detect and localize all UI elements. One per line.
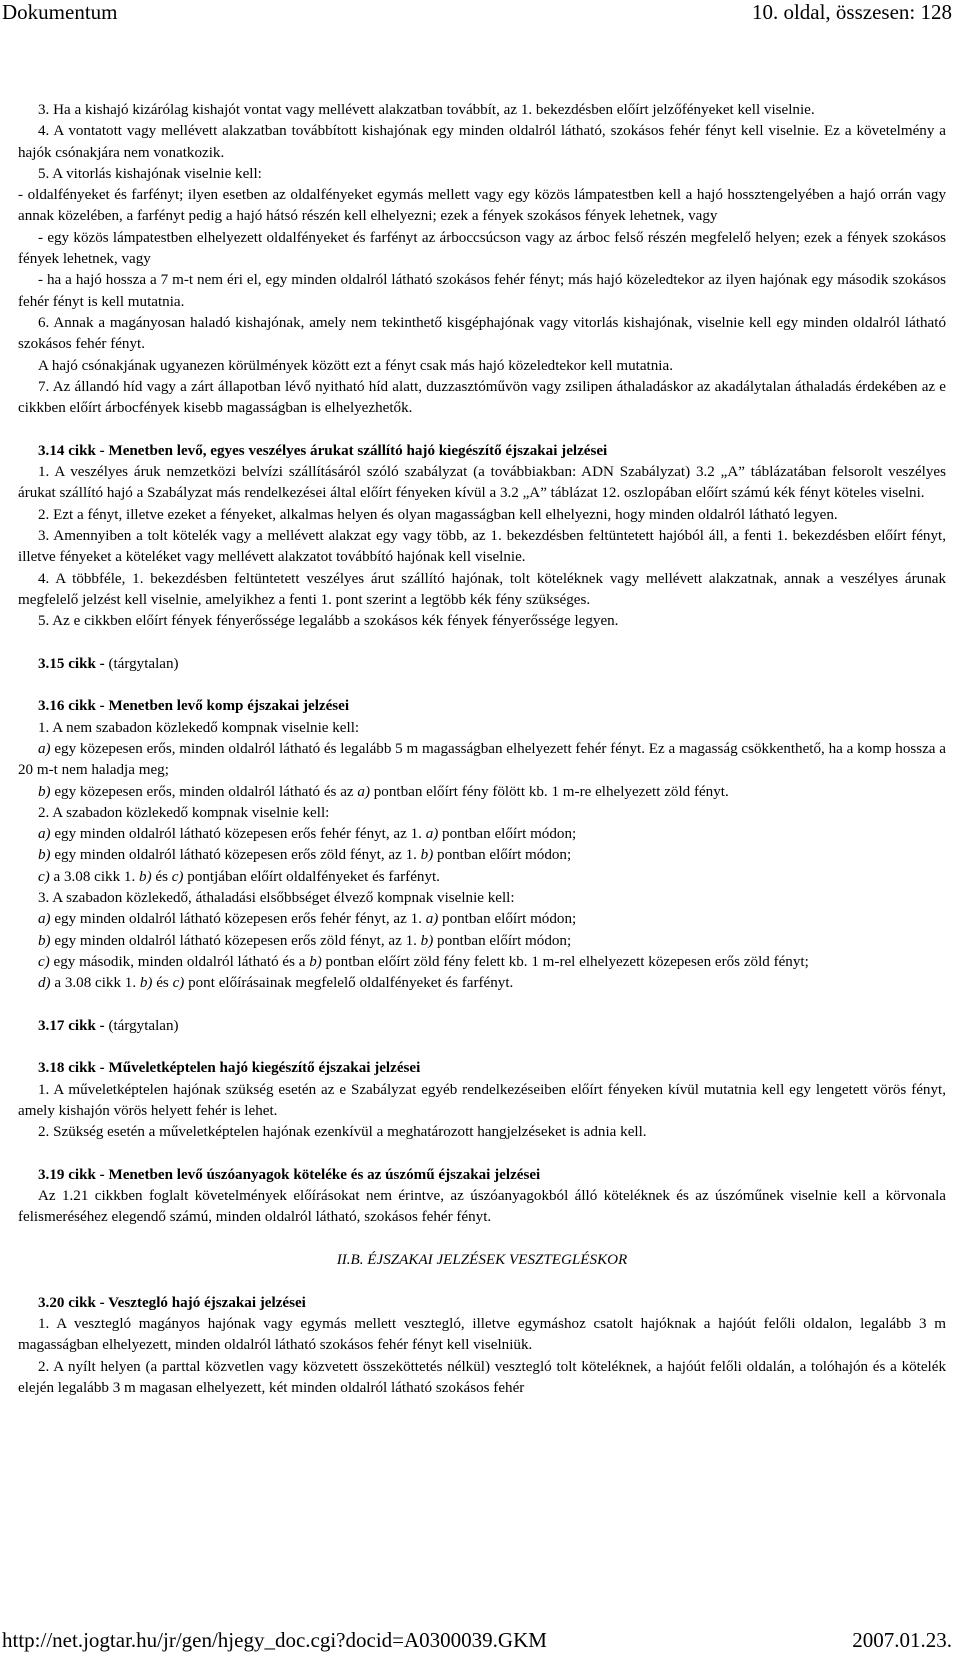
item-ref: b) [420, 932, 434, 949]
item-ref: a) [425, 911, 439, 928]
paragraph: - oldalfényeket és farfényt; ilyen esetben az oldalfényeket egymás mellett vagy egy közös lámpatestben kell a hajó hossztengelyében a hajó orrán vagy annak közelében, a farfényt pedig a hajó hátsó részén kell elhelyezni; ezek a fények szokásos fények lehetnek, vagy [18, 187, 946, 225]
list-item [18, 931, 946, 952]
item-letter: a) [38, 911, 51, 928]
section-title: II.B. ÉJSZAKAI JELZÉSEK VESZTEGLÉSKOR [336, 1252, 628, 1269]
page-header [0, 0, 960, 26]
paragraph: 1. A vesztegló magányos hajónak vagy egymás mellett vesztegló, illetve egymáshoz csatolt hajóknak a hajóút felőli oldalon, legalább 3 m magasságban elhelyezett, minden oldalról látható szokásos fehér fényt kell viselniük. [18, 1315, 946, 1354]
header-document-label: Dokumentum [2, 0, 118, 24]
item-letter: b) [38, 932, 51, 949]
item-text: pont előírásainak megfelelő oldalfényeket és farfényt. [184, 975, 514, 992]
list-item [18, 867, 946, 888]
item-letter: d) [38, 975, 51, 992]
item-text: egy minden oldalról látható közepesen erős fehér fényt, az 1. [50, 826, 426, 843]
paragraph: 5. A vitorlás kishajónak viselnie kell: [38, 165, 262, 182]
item-text: a 3.08 cikk 1. [49, 868, 140, 885]
item-text: pontban előírt módon; [438, 826, 577, 843]
item-ref: c) [171, 868, 184, 885]
paragraph: 2. A nyílt helyen (a parttal közvetlen vagy közvetett összeköttetés nélkül) vesztegló tolt köteléknek, a hajóút felőli oldalán, a tolóhajón és a kötelék elején legalább 3 m magasan elhelyezett, két minden oldalról látható szokásos fehér [18, 1358, 946, 1396]
item-text: egy minden oldalról látható közepesen erős zöld fényt, az 1. [50, 847, 421, 864]
footer-url: http://net.jogtar.hu/jr/gen/hjegy_doc.cgi?docid=A0300039.GKM [2, 1628, 547, 1652]
paragraph: 1. A veszélyes áruk nemzetközi belvízi szállításáról szóló szabályzat (a továbbiakban: ADN Szabályzat) 3.2 „A” táblázatában felsorolt veszélyes árukat szállító hajó a Szabályzat más rendelkezései által előírt fényeken kívül a 3.2 „A” táblázat 12. oszlopában előírt számú kék fényt köteles viselni. [18, 464, 946, 502]
heading-number: 3.15 cikk - [38, 655, 105, 672]
item-text: pontban előírt módon; [433, 932, 572, 949]
list-item [18, 824, 946, 845]
item-text: pontban előírt fény fölött kb. 1 m-re elhelyezett zöld fényt. [369, 783, 729, 800]
article-heading: 3.14 cikk - Menetben levő, egyes veszélyes árukat szállító hajó kiegészítő éjszakai jelzései [38, 442, 608, 459]
item-letter: b) [38, 783, 51, 800]
paragraph: - ha a hajó hossza a 7 m-t nem éri el, egy minden oldalról látható szokásos fehér fényt; más hajó közeledtekor az ilyen hajónak egy második szokásos fehér fényt is kell mutatnia. [18, 272, 946, 310]
paragraph: - egy közös lámpatestben elhelyezett oldalfényeket és farfényt az árboccsúcson vagy az árboc felső részén megfelelő helyen; ezek a fények szokásos fények lehetnek, vagy [18, 229, 946, 268]
article-heading: 3.18 cikk - Műveletképtelen hajó kiegészítő éjszakai jelzései [38, 1060, 421, 1077]
item-text: egy minden oldalról látható közepesen erős zöld fényt, az 1. [50, 932, 421, 949]
paragraph: A hajó csónakjának ugyanezen körülmények között ezt a fényt csak más hajó közeledtekor kell mutatnia. [38, 357, 673, 374]
item-text: egy minden oldalról látható közepesen erős fehér fényt, az 1. [50, 911, 426, 928]
item-text: pontban előírt módon; [433, 847, 572, 864]
paragraph: 2. A szabadon közlekedő kompnak viselnie kell: [38, 804, 330, 821]
document-body [18, 100, 946, 1399]
paragraph: 4. A vontatott vagy mellévett alakzatban továbbított kishajónak egy minden oldalról látható, szokásos fehér fényt kell viselnie. Ez a követelmény a hajók csónakjára nem vonatkozik. [18, 123, 946, 161]
article-heading [18, 1016, 946, 1037]
heading-number: 3.17 cikk - [38, 1017, 105, 1034]
paragraph: 4. A többféle, 1. bekezdésben feltüntetett veszélyes árut szállító hajónak, tolt köteléknek vagy mellévett alakzatnak, annak a veszélyes árunak megfelelő jelzést kell viselnie, amelyikhez a fenti 1. pont szerint a legtöbb kék fény szükséges. [18, 570, 946, 608]
list-item [18, 909, 946, 930]
paragraph: 1. A nem szabadon közlekedő kompnak viselnie kell: [38, 719, 360, 736]
item-ref: b) [420, 847, 434, 864]
item-text: pontban előírt zöld fény felett kb. 1 m-rel elhelyezett közepesen erős zöld fényt; [321, 953, 809, 970]
paragraph: 1. A műveletképtelen hajónak szükség esetén az e Szabályzat egyéb rendelkezéseiben előírt fényeken kívül mutatnia kell egy lengetett vörös fényt, amely kishajón vörös helyett fehér is lehet. [18, 1081, 946, 1119]
heading-note: (tárgytalan) [104, 1017, 179, 1034]
list-item [18, 973, 946, 994]
item-ref: a) [357, 783, 370, 800]
item-letter: a) [38, 826, 51, 843]
paragraph: Az 1.21 cikkben foglalt követelmények előírásokat nem érintve, az úszóanyagokból álló köteléknek és az úszóműnek viselnie kell a körvonala felismeréséhez elegendő számú, minden oldalról látható, szokásos fehér fényt. [18, 1188, 946, 1226]
item-letter: b) [38, 847, 51, 864]
heading-note: (tárgytalan) [104, 655, 179, 672]
paragraph: 3. A szabadon közlekedő, áthaladási elsőbbséget élvező kompnak viselnie kell: [38, 889, 515, 906]
item-ref: a) [425, 826, 439, 843]
item-text: és [152, 975, 173, 992]
item-text: pontban előírt módon; [438, 911, 577, 928]
item-text: egy közepesen erős, minden oldalról látható és az [50, 783, 358, 800]
item-ref: c) [172, 975, 185, 992]
item-text: egy közepesen erős, minden oldalról látható és legalább 5 m magasságban elhelyezett fehér fényt. Ez a magasság csökkenthető, ha a komp hossza a 20 m-t nem haladja meg; [18, 740, 946, 779]
paragraph: 2. Szükség esetén a műveletképtelen hajónak ezenkívül a meghatározott hangjelzéseket is adnia kell. [38, 1124, 647, 1141]
article-heading: 3.20 cikk - Vesztegló hajó éjszakai jelzései [38, 1294, 306, 1311]
paragraph: 7. Az állandó híd vagy a zárt állapotban lévő nyitható híd alatt, duzzasztóművön vagy zsilipen áthaladáskor az akadálytalan áthaladás érdekében az e cikkben előírt árbocfények kisebb magasságban is elhelyezhetők. [18, 378, 946, 417]
list-item [18, 782, 946, 803]
article-heading: 3.16 cikk - Menetben levő komp éjszakai jelzései [38, 698, 350, 715]
item-letter: c) [38, 868, 50, 885]
header-page-count: 10. oldal, összesen: 128 [751, 0, 952, 24]
item-letter: a) [38, 740, 51, 757]
item-text: a 3.08 cikk 1. [50, 975, 140, 992]
page-footer [0, 1628, 960, 1654]
list-item [18, 845, 946, 866]
item-ref: b) [139, 975, 153, 992]
paragraph: 3. Amennyiben a tolt kötelék vagy a mellévett alakzat egy vagy több, az 1. bekezdésben feltüntetett hajóból áll, a fenti 1. bekezdésben előírt fényt, illetve fényeket a köteléket vagy mellévett alakzatot továbbító hajónak kell viselnie. [18, 527, 946, 566]
footer-date: 2007.01.23. [852, 1628, 952, 1652]
item-ref: b) [309, 953, 322, 970]
article-heading: 3.19 cikk - Menetben levő úszóanyagok köteléke és az úszómű éjszakai jelzései [38, 1166, 541, 1183]
article-heading [18, 654, 946, 675]
item-text: egy második, minden oldalról látható és a [49, 953, 310, 970]
paragraph: 6. Annak a magányosan haladó kishajónak, amely nem tekinthető kisgéphajónak vagy vitorlás kishajónak, viselnie kell egy minden oldalról látható szokásos fehér fényt. [18, 314, 946, 353]
item-letter: c) [38, 953, 50, 970]
paragraph: 3. Ha a kishajó kizárólag kishajót vontat vagy mellévett alakzatban továbbít, az 1. bekezdésben előírt jelzőfényeket kell viselnie. [38, 102, 815, 118]
item-ref: b) [139, 868, 152, 885]
list-item [18, 952, 946, 973]
list-item [18, 739, 946, 782]
item-text: pontjában előírt oldalfényeket és farfényt. [183, 868, 440, 885]
item-text: és [151, 868, 172, 885]
paragraph: 2. Ezt a fényt, illetve ezeket a fényeket, alkalmas helyen és olyan magasságban kell elhelyezni, hogy minden oldalról látható legyen. [38, 506, 838, 523]
paragraph: 5. Az e cikkben előírt fények fényerőssége legalább a szokásos kék fények fényerőssége legyen. [38, 613, 619, 630]
